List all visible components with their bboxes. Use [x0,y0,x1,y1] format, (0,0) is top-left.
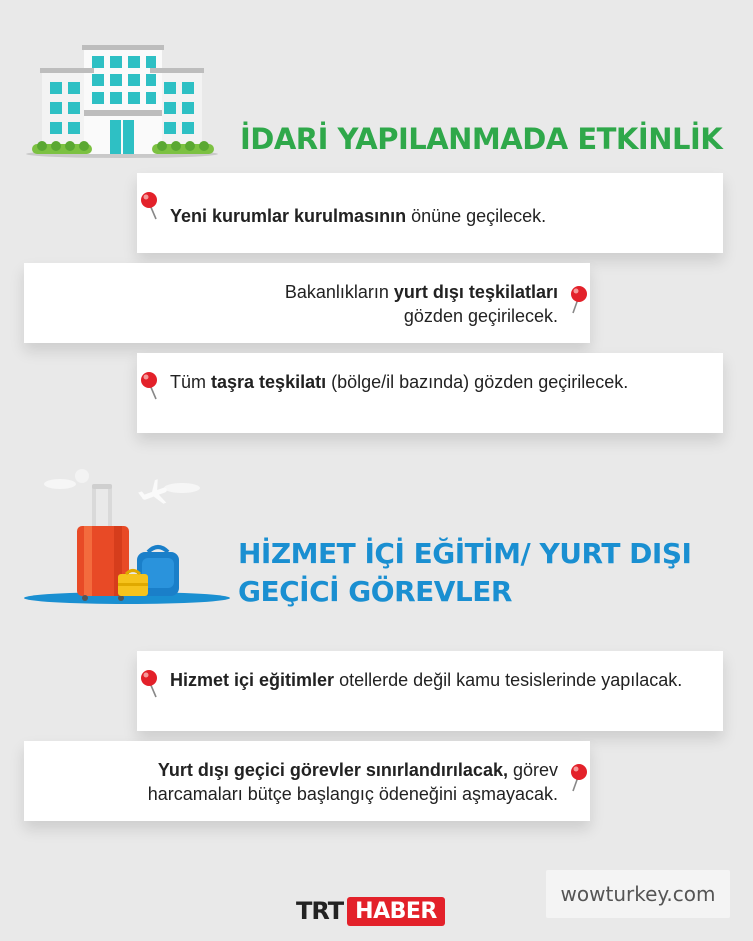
card-3-bold: taşra teşkilatı [211,372,327,392]
card-2-bold: yurt dışı teşkilatları [393,282,558,302]
info-card-1 [137,173,723,253]
info-card-4 [137,651,723,731]
card-3-text [170,370,709,394]
card-1-bold: Yeni kurumlar kurulmasının [170,206,407,226]
map-pin-icon [139,191,161,221]
card-4-text [170,668,709,692]
section-title-line-1: HİZMET İÇİ EĞİTİM/ YURT DIŞI [238,537,692,570]
map-pin-icon [139,371,161,401]
luggage-illustration [22,462,237,607]
building-illustration [22,40,222,160]
map-pin-icon [567,285,589,315]
section-title-line-2: GEÇİCİ GÖREVLER [238,575,512,608]
card-1-rest: önüne geçilecek. [406,206,547,226]
card-4-bold: Hizmet içi eğitimler [170,670,335,690]
card-2-text [36,280,558,328]
card-5-rest-2: harcamaları bütçe başlangıç ödeneğini aşmayacak. [147,784,558,804]
watermark: wowturkey.com [546,870,730,918]
logo-trt: TRT [296,897,344,925]
card-4-rest: otellerde değil kamu tesislerinde yapılacak. [334,670,683,690]
card-5-text [36,758,558,806]
card-2-pre: Bakanlıkların [284,282,394,302]
card-5-bold: Yurt dışı geçici görevler sınırlandırılacak, [157,760,508,780]
card-3-rest: (bölge/il bazında) gözden geçirilecek. [326,372,629,392]
map-pin-icon [139,669,161,699]
info-card-5 [24,741,590,821]
section-title-hizmet [238,535,691,611]
map-pin-icon [567,763,589,793]
logo-haber: HABER [347,897,445,926]
card-3-pre: Tüm [170,372,212,392]
card-5-rest-1: görev [507,760,558,780]
info-card-2 [24,263,590,343]
info-card-3 [137,353,723,433]
card-1-text [170,204,709,228]
section-title-idari: İDARİ YAPILANMADA ETKİNLİK [240,122,723,156]
trt-haber-logo [296,895,445,927]
card-2-rest: gözden geçirilecek. [403,306,558,326]
